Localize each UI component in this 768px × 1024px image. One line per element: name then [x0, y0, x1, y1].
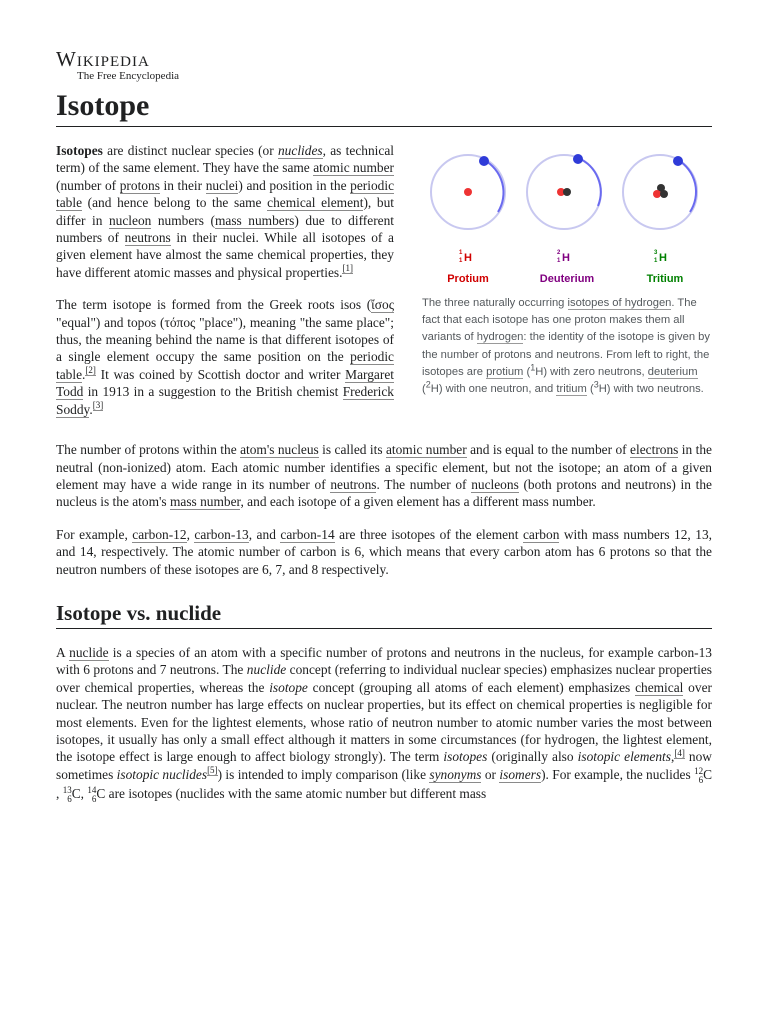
figure-caption: The three naturally occurring isotopes of hydrogen. The fact that each isotope has one proton makes them all variants of hydrogen: the identity of the isotope is given by the number of protons and neutrons. From left to right, the isotopes are protium ($^1$H) with zero neutrons, deuterium ($^2$H) with one neutron, and tritium ($^3$H) with two neutrons.	[422, 297, 710, 396]
link-mass-number[interactable]: mass number	[169, 494, 241, 510]
link-hydrogen[interactable]: hydrogen	[476, 331, 524, 344]
link-carbon[interactable]: carbon	[522, 526, 560, 542]
svg-text:H: H	[562, 252, 570, 264]
ref-2[interactable]: [2]	[85, 365, 96, 376]
svg-text:H: H	[659, 252, 667, 264]
link-periodic-table[interactable]: periodic table	[56, 177, 395, 211]
intro-paragraph-1: Isotopes are distinct nuclear species (or nuclides, as technical term) of the same element. They have the same atomic number (number of protons in their nuclei) and position in the periodic table (and hence belong to the same chemical element), but differ in nucleon numbers (mass numbers) due to different numbers of neutrons in their nuclei. While all isotopes of a given element have almost the same chemical properties, they have different atomic masses and physical properties.[1]	[56, 143, 395, 280]
wikipedia-logo[interactable]	[56, 48, 712, 88]
link-carbon-14[interactable]: carbon-14	[280, 526, 335, 542]
svg-text:H: H	[464, 252, 472, 264]
protium-orbit-trail	[484, 160, 503, 212]
link-chemical-element[interactable]: chemical element	[267, 195, 364, 211]
link-protium[interactable]: protium	[486, 365, 524, 378]
link-isotopes-of-hydrogen[interactable]: isotopes of hydrogen	[567, 297, 672, 309]
svg-text:1: 1	[654, 258, 658, 264]
deuterium-orbit-trail	[578, 158, 601, 206]
nuclide-c14: 14 6C	[87, 784, 106, 804]
link-atoms-nucleus[interactable]: atom's nucleus	[240, 442, 319, 458]
svg-text:1: 1	[459, 258, 463, 264]
logo-wordmark: Wikipedia	[56, 47, 150, 71]
link-nuclide[interactable]: nuclide	[69, 644, 109, 660]
section2-paragraph-1: A nuclide is a species of an atom with a specific number of protons and neutrons in the nucleus, for example carbon-13 with 6 protons and 7 neutrons. The nuclide concept (referring to individual nuclear species) emphasizes nuclear properties over chemical properties, whereas the isotope concept (grouping all atoms of each element) emphasizes chemical over nuclear. The neutron number has large effects on nuclear properties, but its effect on chemical properties is negligible for most elements. Even for the lightest elements, whose ratio of neutron number to atomic number varies the most between isotopes, it usually has only a small effect although it matters in some circumstances (for hydrogen, the lightest element, the isotope effect is large enough to affect biology strongly). The term isotopes (originally also isotopic elements,[4] now sometimes isotopic nuclides[5]) is intended to imply comparison (like synonyms or isomers). For example, the nuclides 12 6C, 13 6C, 14 6C are isotopes (nuclides with the same atomic number but different mass	[56, 644, 712, 804]
link-mass-numbers[interactable]: mass numbers	[214, 212, 295, 228]
deuterium-electron	[573, 154, 583, 164]
protium-label: Protium	[447, 273, 489, 285]
link-periodic-table-2[interactable]: periodic table	[56, 349, 394, 382]
link-chemical[interactable]: chemical	[635, 679, 684, 695]
link-isomers[interactable]: isomers	[499, 766, 542, 782]
link-electrons[interactable]: electrons	[630, 442, 679, 458]
isotopes-figure[interactable]	[422, 150, 712, 290]
link-margaret-todd[interactable]: Margaret Todd	[56, 366, 394, 400]
link-frederick-soddy[interactable]: Frederick Soddy	[56, 384, 394, 417]
link-atomic-number-2[interactable]: atomic number	[385, 442, 467, 458]
protium-diagram	[431, 155, 505, 229]
link-carbon-12[interactable]: carbon-12	[132, 526, 187, 542]
tritium-neutron-2	[660, 190, 668, 198]
logo-tagline: The Free Encyclopedia	[77, 70, 180, 82]
paragraph-4: For example, carbon-12, carbon-13, and carbon-14 are three isotopes of the element carbon with mass numbers 12, 13, and 14, respectively. The atomic number of carbon is 6, which means that every carbon atom has 6 protons so that the neutron numbers of these isotopes are 6, 7, and 8 respectively.	[56, 526, 712, 577]
ref-5[interactable]: [5]	[207, 765, 218, 776]
link-nuclides[interactable]: nuclides	[277, 143, 323, 158]
section-heading-isotope-vs-nuclide: Isotope vs. nuclide	[56, 598, 712, 629]
tritium-proton	[653, 190, 661, 198]
tritium-symbol	[654, 250, 667, 264]
deuterium-neutron	[563, 188, 571, 196]
svg-text:1: 1	[557, 258, 561, 264]
nuclide-c12: 12 6C	[694, 765, 712, 785]
infobox	[422, 150, 712, 398]
nuclide-c13: 13 6C	[62, 784, 81, 804]
protium-proton	[464, 188, 472, 196]
link-protons[interactable]: protons	[119, 177, 160, 193]
svg-text:3: 3	[654, 250, 658, 256]
deuterium-diagram	[527, 154, 601, 229]
link-neutrons[interactable]: neutrons	[124, 230, 171, 246]
svg-text:1: 1	[459, 250, 463, 256]
link-synonyms[interactable]: synonyms	[429, 766, 482, 782]
protium-symbol	[459, 250, 472, 264]
link-nucleons[interactable]: nucleons	[471, 476, 519, 492]
tritium-electron	[673, 156, 683, 166]
page-title: Isotope	[56, 88, 712, 127]
tritium-orbit-trail	[678, 160, 696, 212]
ref-3[interactable]: [3]	[92, 400, 104, 411]
link-atomic-number[interactable]: atomic number	[313, 160, 394, 176]
protium-electron	[479, 156, 489, 166]
deuterium-symbol	[557, 250, 570, 264]
svg-text:2: 2	[557, 250, 561, 256]
intro-paragraph-2: The term isotope is formed from the Greek roots isos (ἴσος "equal") and topos (τόπος "place"), meaning "the same place"; thus, the meaning behind the name is that different isotopes of a single element occupy the same position on the periodic table.[2] It was coined by Scottish doctor and writer Margaret Todd in 1913 in a suggestion to the British chemist Frederick Soddy.[3]	[56, 297, 394, 417]
link-nucleon[interactable]: nucleon	[108, 212, 152, 228]
tritium-label: Tritium	[646, 273, 684, 285]
link-neutrons-2[interactable]: neutrons	[330, 476, 377, 492]
tritium-diagram	[623, 155, 697, 229]
link-tritium[interactable]: tritium	[556, 383, 587, 396]
link-nuclei[interactable]: nuclei	[205, 177, 239, 193]
paragraph-3: The number of protons within the atom's nucleus is called its atomic number and is equal to the number of electrons in the neutral (non-ionized) atom. Each atomic number identifies a specific element, but not the isotope; an atom of a given element may have a wide range in its number of neutrons. The number of nucleons (both protons and neutrons) in the nucleus is the atom's mass number, and each isotope of a given element has a different mass number.	[56, 442, 712, 510]
intro-column	[56, 142, 394, 418]
link-carbon-13[interactable]: carbon-13	[194, 526, 249, 542]
link-isos-greek[interactable]: ἴσος	[371, 297, 394, 313]
ref-4[interactable]: [4]	[674, 747, 685, 758]
link-deuterium[interactable]: deuterium	[647, 365, 698, 378]
deuterium-label: Deuterium	[539, 273, 595, 285]
ref-1[interactable]: [1]	[342, 263, 353, 274]
article	[56, 48, 712, 804]
